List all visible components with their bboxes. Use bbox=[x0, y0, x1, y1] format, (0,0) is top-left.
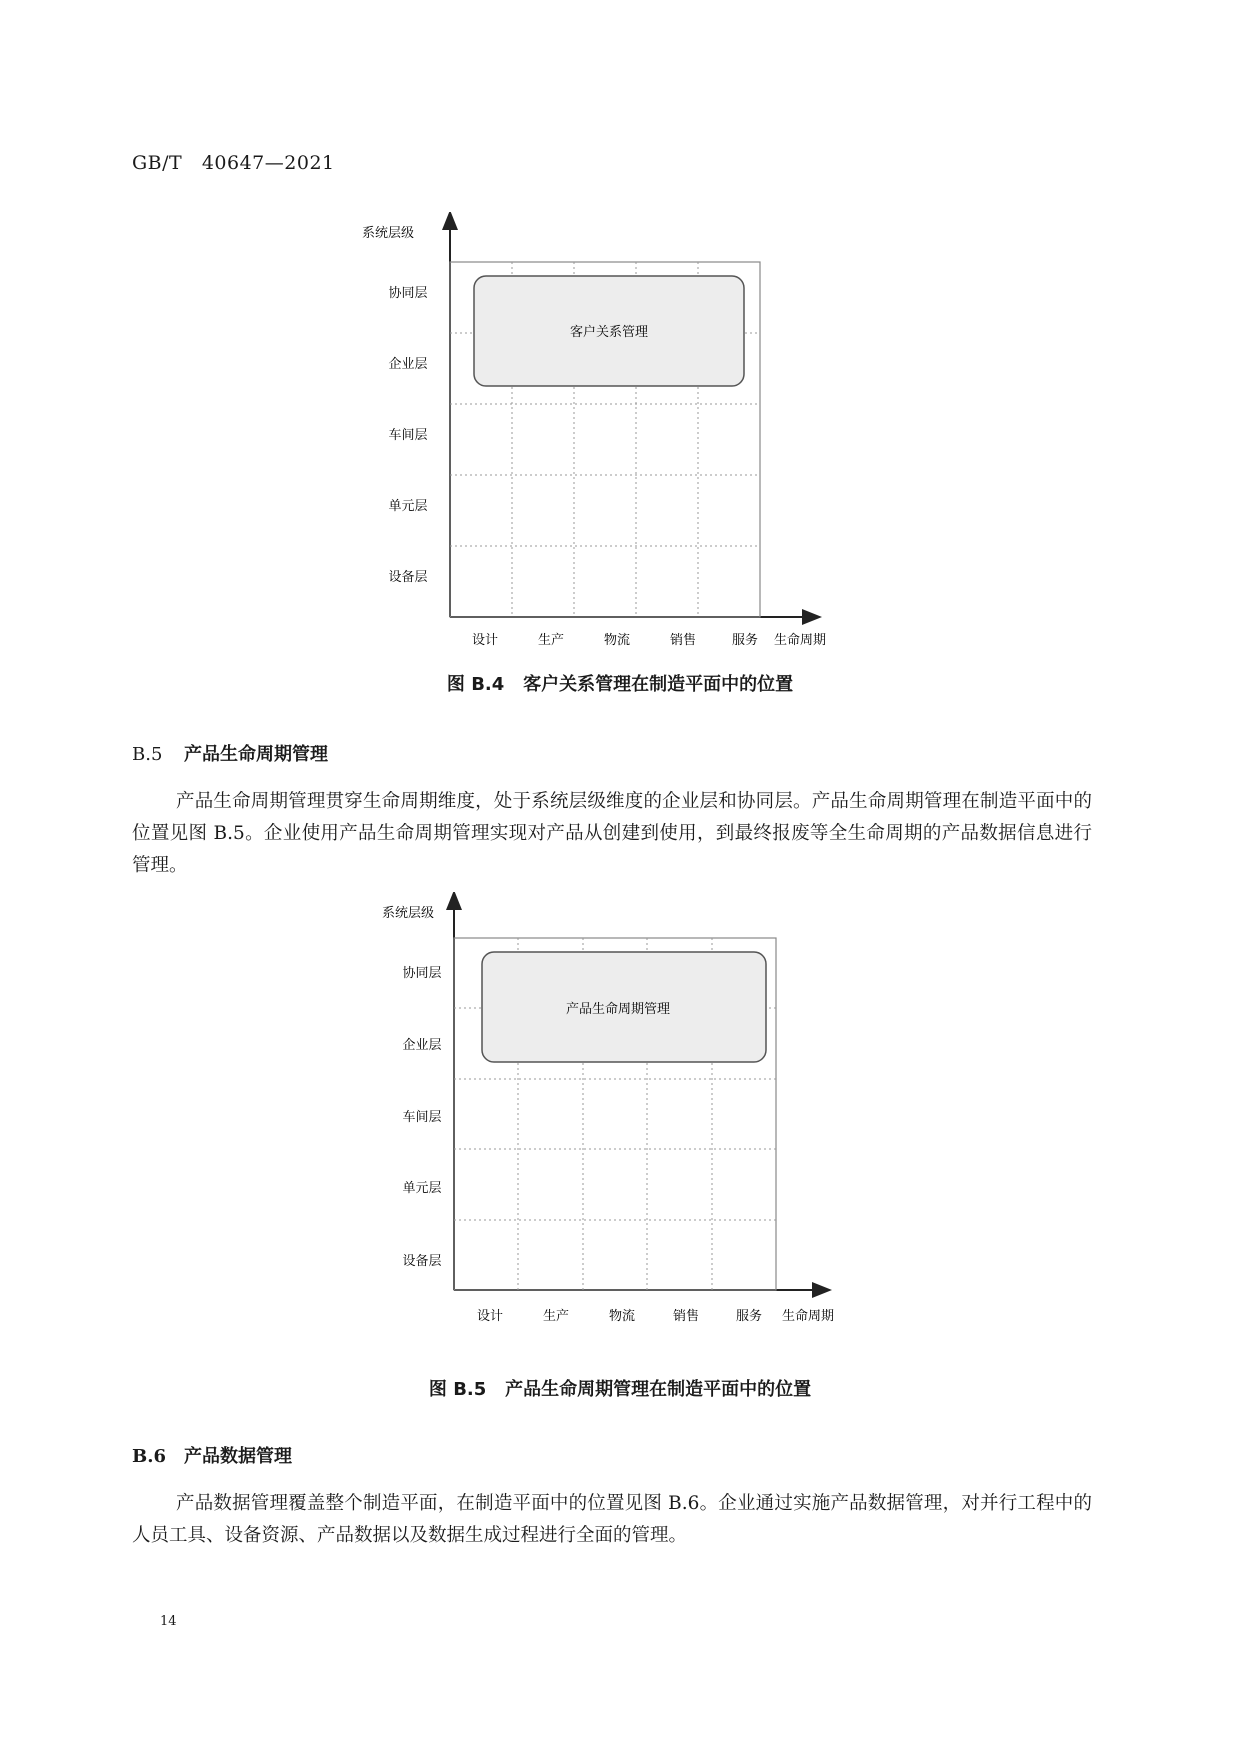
row-label-unit: 单元层 bbox=[388, 499, 428, 514]
col-label-production: 生产 bbox=[542, 1309, 570, 1324]
section-b5-heading bbox=[132, 740, 328, 766]
figure-b5-diagram bbox=[380, 892, 880, 1332]
page-number: 14 bbox=[160, 1614, 177, 1629]
col-label-logistics: 物流 bbox=[603, 633, 631, 648]
section-b5-title: 产品生命周期管理 bbox=[184, 744, 328, 765]
col-label-design: 设计 bbox=[471, 633, 499, 648]
row-label-collab: 协同层 bbox=[402, 966, 442, 981]
figure-b5 bbox=[380, 892, 880, 1332]
row-label-unit: 单元层 bbox=[402, 1181, 442, 1196]
row-label-enterprise: 企业层 bbox=[402, 1038, 442, 1053]
plm-region-label: 产品生命周期管理 bbox=[565, 1002, 671, 1017]
row-label-workshop: 车间层 bbox=[402, 1110, 442, 1125]
col-label-service: 服务 bbox=[735, 1309, 763, 1324]
figure-b5-caption: 图 B.5 产品生命周期管理在制造平面中的位置 bbox=[428, 1379, 812, 1400]
standard-code: GB/T 40647—2021 bbox=[132, 152, 335, 174]
section-b5-paragraph: 产品生命周期管理贯穿生命周期维度，处于系统层级维度的企业层和协同层。产品生命周期管理在制造平面中的位置见图 B.5。企业使用产品生命周期管理实现对产品从创建到使用，到最终报废等全生命周期的产品数据信息进行管理。 bbox=[132, 791, 1092, 876]
col-label-logistics: 物流 bbox=[608, 1309, 636, 1324]
row-label-device: 设备层 bbox=[388, 570, 428, 585]
row-labels bbox=[402, 965, 441, 1269]
row-labels bbox=[388, 285, 427, 585]
section-b6-paragraph: 产品数据管理覆盖整个制造平面，在制造平面中的位置见图 B.6。企业通过实施产品数据管理，对并行工程中的人员工具、设备资源、产品数据以及数据生成过程进行全面的管理。 bbox=[132, 1493, 1092, 1546]
col-labels bbox=[477, 1308, 834, 1324]
x-axis-label: 生命周期 bbox=[781, 1309, 835, 1324]
figure-b4-diagram bbox=[360, 212, 880, 652]
y-axis-label: 系统层级 bbox=[362, 226, 415, 241]
crm-region-label: 客户关系管理 bbox=[569, 325, 649, 340]
col-label-service: 服务 bbox=[731, 633, 759, 648]
x-axis-label: 生命周期 bbox=[773, 633, 827, 648]
col-label-production: 生产 bbox=[537, 633, 565, 648]
section-b6-heading bbox=[132, 1442, 292, 1468]
y-axis-label: 系统层级 bbox=[382, 906, 435, 921]
row-label-workshop: 车间层 bbox=[388, 428, 428, 443]
section-b6-title: 产品数据管理 bbox=[184, 1446, 292, 1467]
col-label-design: 设计 bbox=[476, 1309, 504, 1324]
figure-b4 bbox=[360, 212, 880, 652]
col-label-sales: 销售 bbox=[669, 633, 697, 648]
col-labels bbox=[472, 632, 826, 648]
row-label-device: 设备层 bbox=[402, 1254, 442, 1269]
row-label-enterprise: 企业层 bbox=[388, 357, 428, 372]
row-label-collab: 协同层 bbox=[388, 286, 428, 301]
section-b5-number: B.5 bbox=[132, 744, 163, 765]
col-label-sales: 销售 bbox=[672, 1309, 700, 1324]
section-b6-number: B.6 bbox=[132, 1446, 167, 1467]
figure-b4-caption: 图 B.4 客户关系管理在制造平面中的位置 bbox=[446, 674, 794, 695]
